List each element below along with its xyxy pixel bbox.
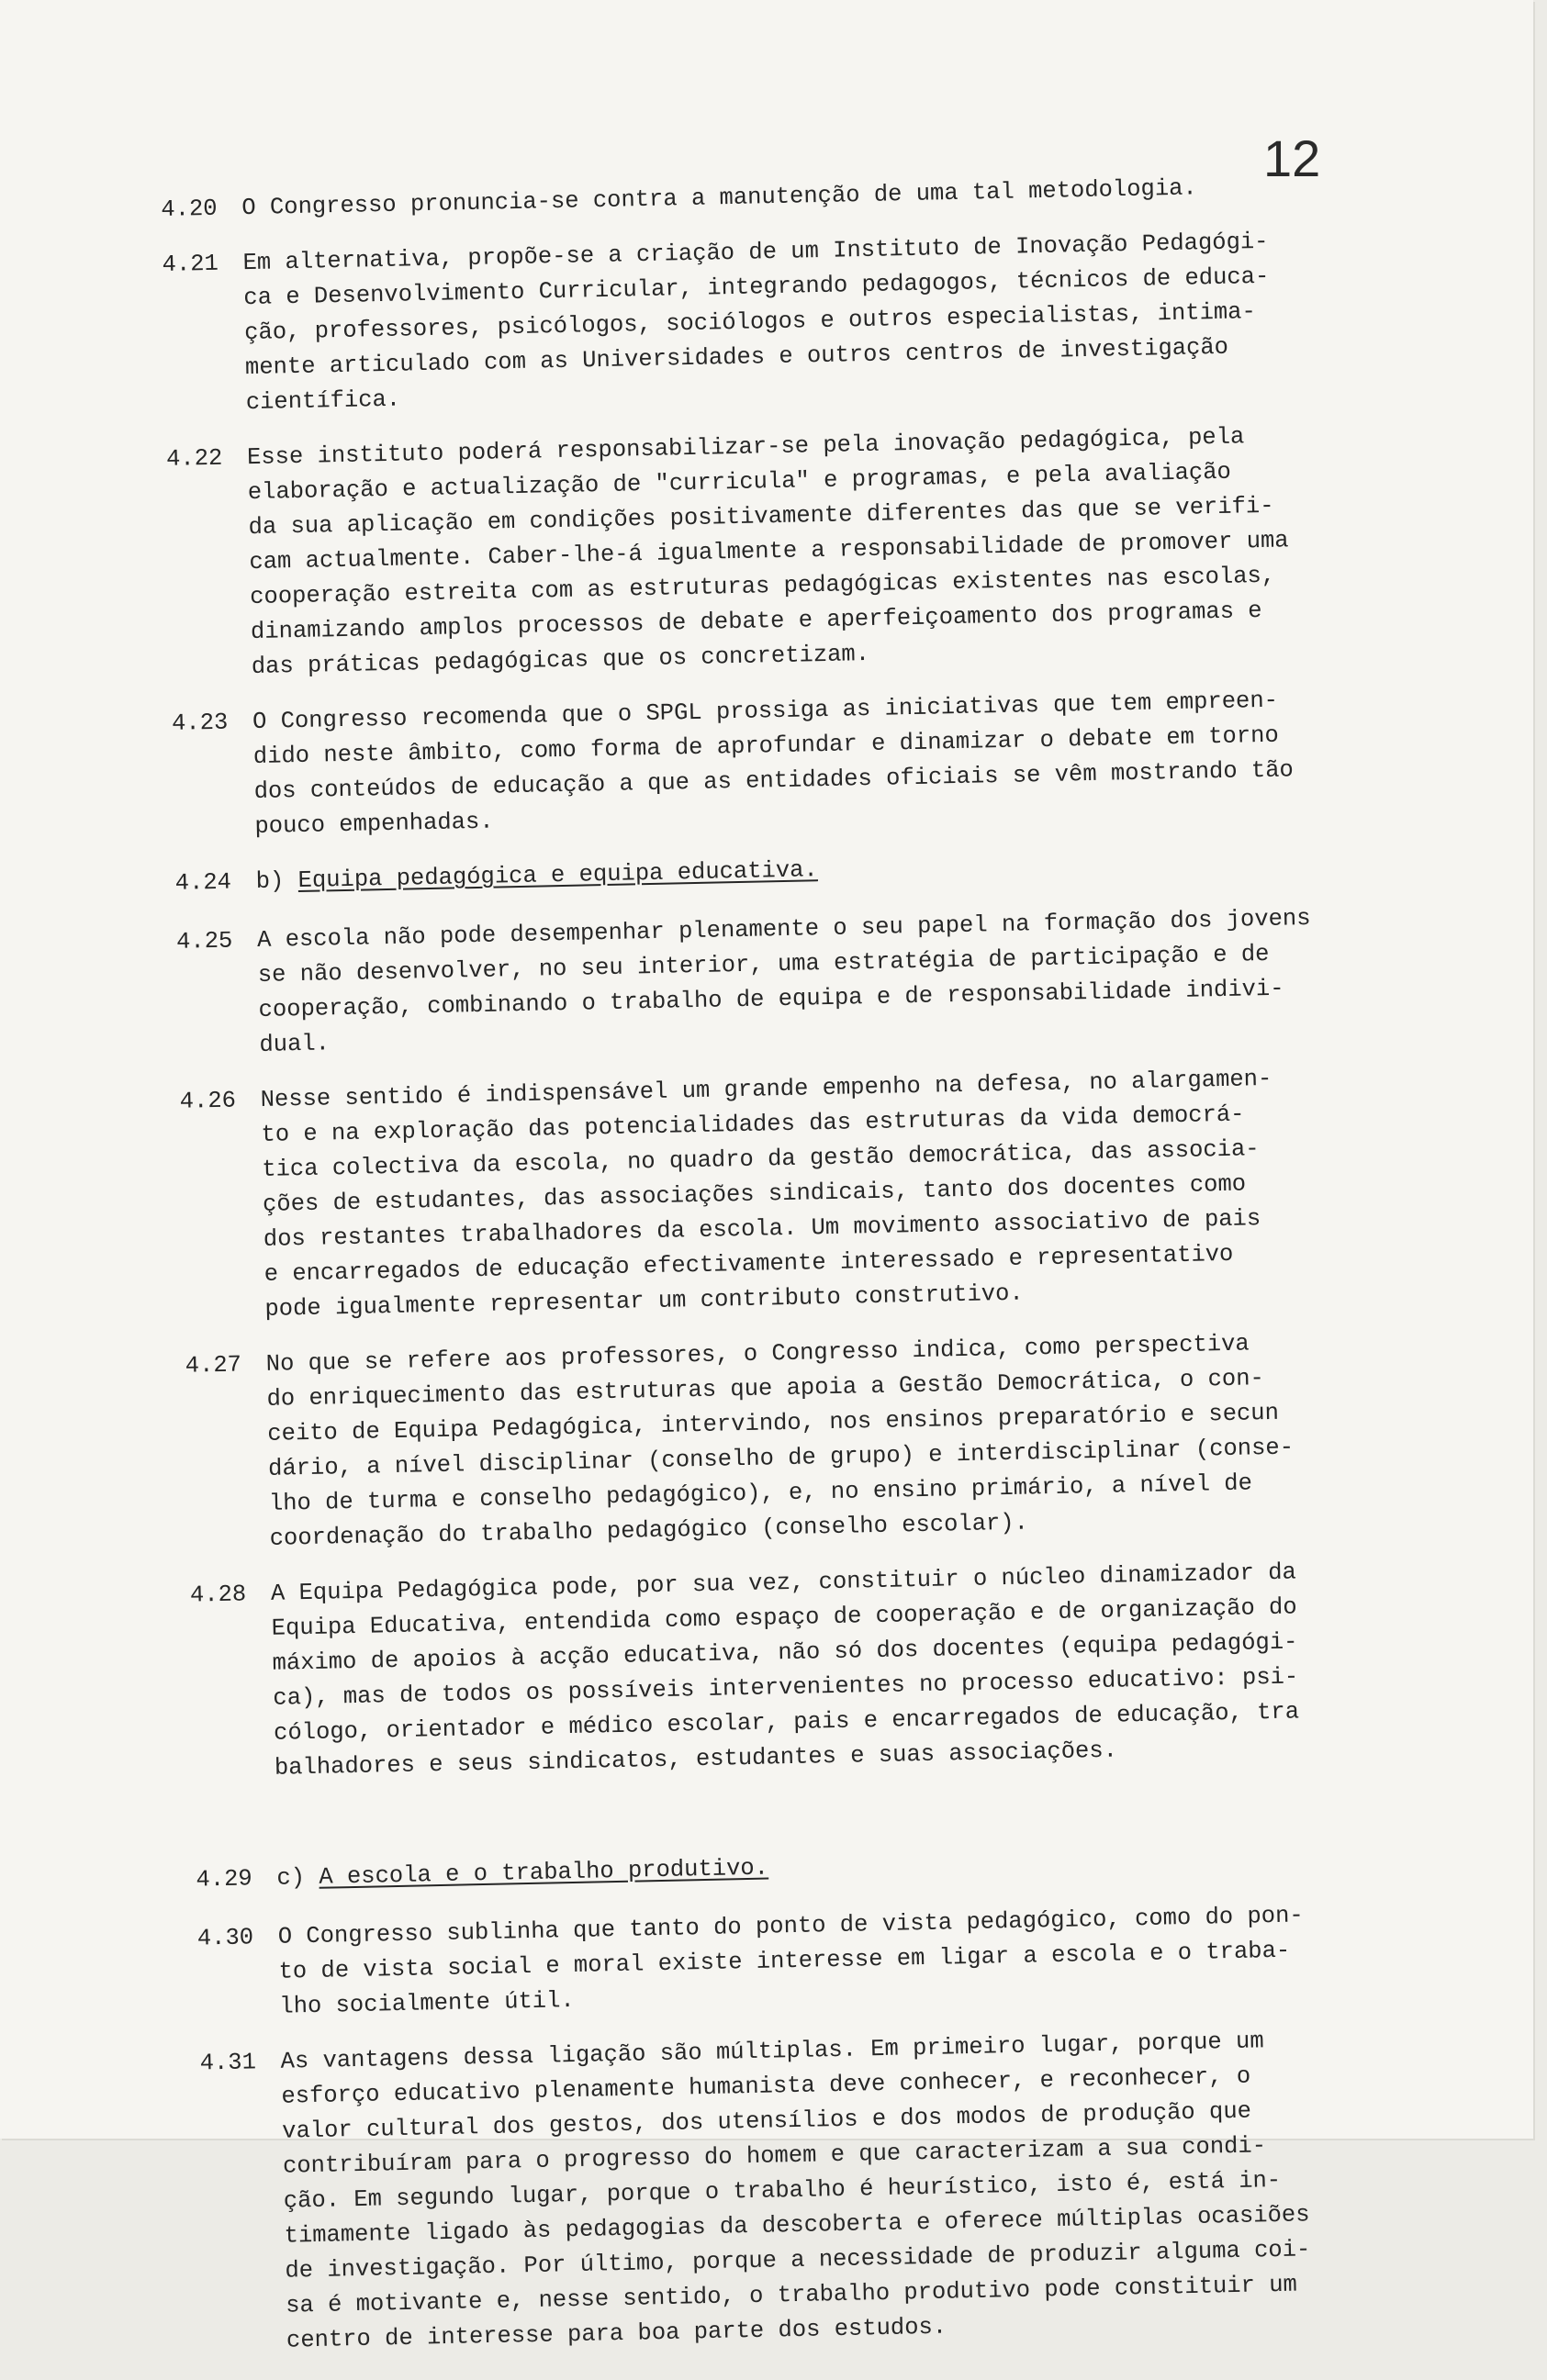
text-line: A escola não pode desempenhar plenamente o seu papel na formação dos jovens [256, 904, 1311, 954]
text-line: cam actualmente. Caber-lhe-á igualmente a responsabilidade de promover uma [249, 527, 1289, 576]
text-line: Nesse sentido é indispensável um grande empenho na defesa, no alargamen- [260, 1065, 1272, 1113]
numbered-paragraph [166, 417, 1410, 687]
text-line: O Congresso recomenda que o SPGL prossiga as iniciativas que tem empreen- [252, 687, 1279, 736]
paragraph-text [257, 899, 1418, 1063]
page-number: 12 [1263, 129, 1321, 187]
numbered-paragraph [161, 167, 1400, 228]
text-line: Equipa Educativa, entendida como espaço de cooperação e de organização do [271, 1593, 1297, 1642]
numbered-paragraph [179, 1059, 1423, 1329]
text-line: dual. [259, 1030, 331, 1058]
numbered-paragraph [176, 899, 1418, 1065]
paragraph-number: 4.20 [161, 195, 218, 223]
text-line: ca e Desenvolvimento Curricular, integrando pedagogos, técnicos de educa- [243, 263, 1270, 312]
text-line: tica colectiva da escola, no quadro da gestão democrática, das associa- [262, 1135, 1260, 1183]
numbered-paragraph [185, 1323, 1428, 1558]
text-line: do enriquecimento das estruturas que apoia a Gestão Democrática, o con- [266, 1365, 1265, 1413]
text-line: As vantagens dessa ligação são múltiplas. Em primeiro lugar, porque um [280, 2028, 1264, 2075]
text-line: contribuíram para o progresso do homem e que caracterizam a sua condi- [282, 2132, 1267, 2180]
section-b [176, 899, 1433, 1788]
text-line: das práticas pedagógicas que os concretizam. [251, 640, 870, 681]
text-line: centro de interesse para boa parte dos estudos. [286, 2313, 947, 2354]
numbered-paragraph [162, 222, 1405, 422]
text-line: pouco empenhadas. [254, 808, 494, 841]
text-line: máximo de apoios à acção educativa, não só dos docentes (equipa pedagógi- [272, 1628, 1298, 1677]
paragraph-text [280, 2020, 1445, 2358]
heading-title: Equipa pedagógica e equipa educativa. [297, 856, 819, 895]
text-line: O Congresso pronuncia-se contra a manutenção de uma tal metodologia. [241, 174, 1198, 222]
paragraph-number: 4.30 [196, 1924, 254, 1952]
text-line: Em alternativa, propõe-se a criação de um Instituto de Inovação Pedagógi- [242, 228, 1269, 277]
text-line: cólogo, orientador e médico escolar, pais e encarregados de educação, tra [273, 1698, 1300, 1747]
paragraph-text [260, 1059, 1423, 1327]
paragraph-text [247, 417, 1410, 685]
text-line: Esse instituto poderá responsabilizar-se pela inovação pedagógica, pela [246, 423, 1245, 472]
text-line: coordenação do trabalho pedagógico (conselho escolar). [269, 1509, 1029, 1552]
paragraph-number: 4.22 [165, 444, 223, 473]
paragraph-text [277, 1895, 1438, 2024]
paragraph-text [252, 681, 1414, 844]
text-line: timamente ligado às pedagogias da descoberta e oferece múltiplas ocasiões [284, 2201, 1310, 2250]
heading-prefix: c) [276, 1864, 306, 1892]
text-line: se não desenvolver, no seu interior, uma estratégia de participação e de [257, 940, 1270, 989]
text-line: A Equipa Pedagógica pode, por sua vez, constituir o núcleo dinamizador da [270, 1559, 1297, 1607]
section-c [196, 1895, 1445, 2360]
text-line: científica. [245, 385, 401, 417]
numbered-paragraph [172, 681, 1414, 846]
paragraph-number: 4.25 [175, 927, 233, 955]
text-line: mente articulado com as Universidades e outros centros de investigação [244, 333, 1229, 382]
text-line: dinamizando amplos processos de debate e aperfeiçoamento dos programas e [250, 597, 1262, 646]
text-line: e encarregados de educação efectivamente interessado e representativo [263, 1240, 1234, 1288]
text-line: dos conteúdos de educação a que as entidades oficiais se vêm mostrando tão [253, 756, 1295, 806]
paragraph-text [241, 167, 1401, 226]
text-line: elaboração e actualização de "curricula" e programas, e pela avaliação [247, 458, 1232, 507]
paragraph-number: 4.27 [185, 1351, 242, 1380]
section-heading-b [174, 841, 1414, 901]
text-line: to de vista social e moral existe interesse em ligar a escola e o traba- [278, 1937, 1291, 1985]
text-line: ca), mas de todos os possíveis intervenientes no processo educativo: psi- [273, 1663, 1299, 1712]
text-line: dos restantes trabalhadores da escola. Um movimento associativo de pais [263, 1205, 1261, 1253]
text-line: No que se refere aos professores, o Congresso indica, como perspectiva [265, 1330, 1250, 1378]
text-line: ção. Em segundo lugar, porque o trabalho é heurístico, isto é, está in- [283, 2166, 1282, 2215]
section-a [161, 167, 1414, 846]
numbered-paragraph [190, 1552, 1433, 1787]
text-line: valor cultural dos gestos, dos utensílios e dos modos de produção que [281, 2097, 1252, 2145]
text-line: lho socialmente útil. [279, 1986, 576, 2020]
document-body [161, 167, 1446, 2380]
paragraph-number: 4.28 [189, 1581, 247, 1609]
heading-prefix: b) [255, 867, 285, 895]
paragraph-number: 4.31 [199, 2049, 257, 2077]
numbered-paragraph [199, 2020, 1445, 2360]
paragraph-number: 4.23 [171, 709, 229, 737]
heading-number: 4.29 [196, 1865, 253, 1894]
heading-title: A escola e o trabalho produtivo. [319, 1854, 769, 1891]
text-line: sa é motivante e, nesse sentido, o trabalho produtivo pode constituir um [285, 2271, 1298, 2319]
text-line: de investigação. Por último, porque a necessidade de produzir alguma coi- [285, 2236, 1311, 2285]
text-line: balhadores e seus sindicatos, estudantes e suas associações. [274, 1737, 1118, 1782]
text-line: cooperação estreita com as estruturas pedagógicas existentes nas escolas, [249, 562, 1276, 611]
paragraph-number: 4.26 [179, 1087, 237, 1115]
paragraph-text [242, 222, 1405, 420]
text-line: to e na exploração das potencialidades das estruturas da vida democrá- [261, 1101, 1245, 1148]
numbered-paragraph [196, 1895, 1438, 2026]
text-line: ção, professores, psicólogos, sociólogos e outros especialistas, intima- [243, 298, 1257, 347]
text-line: dário, a nível disciplinar (conselho de grupo) e interdisciplinar (conse- [267, 1434, 1295, 1482]
text-line: da sua aplicação em condições positivamente diferentes das que se verifi- [248, 492, 1274, 542]
text-line: dido neste âmbito, como forma de aprofundar e dinamizar o debate em torno [252, 721, 1280, 771]
paragraph-text [265, 1323, 1428, 1556]
heading-number: 4.24 [174, 868, 232, 897]
text-line: ções de estudantes, das associações sindicais, tanto dos docentes como [262, 1170, 1247, 1218]
text-line: lho de turma e conselho pedagógico), e, no ensino primário, a nível de [268, 1469, 1253, 1517]
text-line: cooperação, combinando o trabalho de equipa e de responsabilidade indivi- [258, 975, 1284, 1023]
text-line: esforço educativo plenamente humanista deve conhecer, e reconhecer, o [281, 2062, 1251, 2110]
text-line: ceito de Equipa Pedagógica, intervindo, nos ensinos preparatório e secun [267, 1399, 1280, 1447]
paragraph-number: 4.21 [162, 250, 219, 278]
text-line: pode igualmente representar um contributo construtivo. [264, 1279, 1024, 1323]
paragraph-text [271, 1552, 1433, 1785]
text-line: O Congresso sublinha que tanto do ponto de vista pedagógico, como do pon- [277, 1902, 1304, 1950]
